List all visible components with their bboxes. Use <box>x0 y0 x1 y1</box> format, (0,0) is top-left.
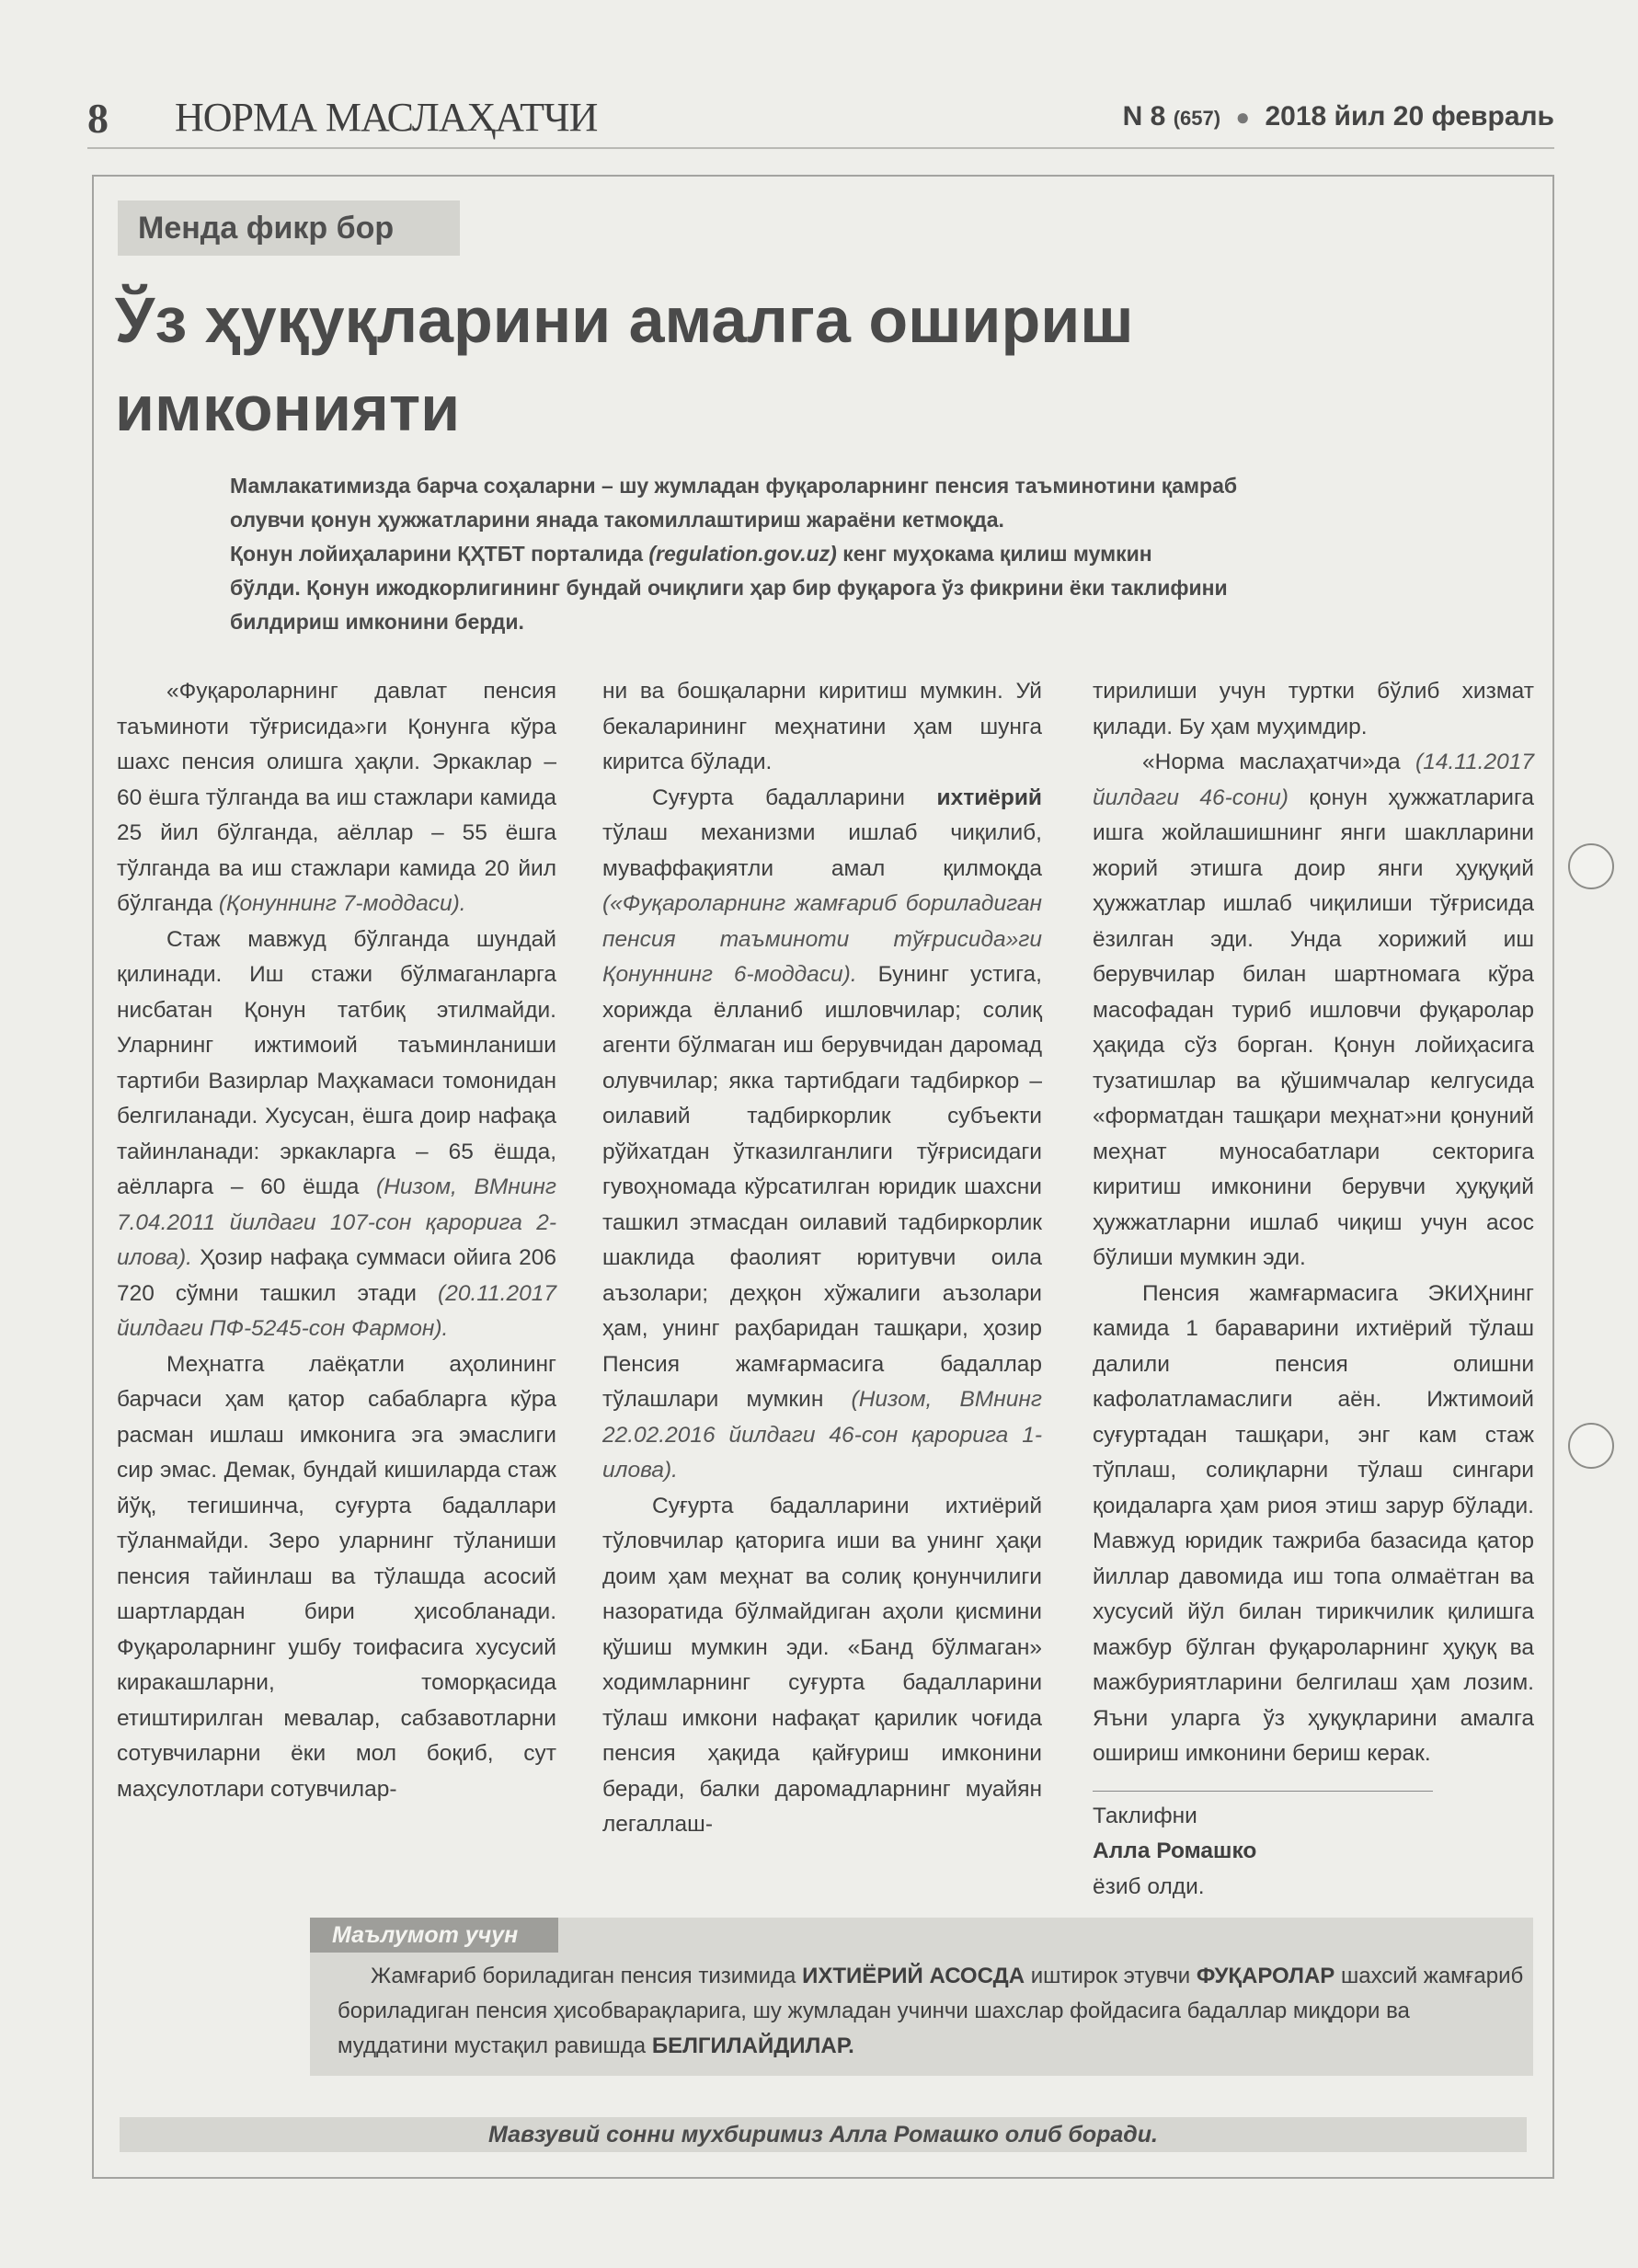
issue-date: 2018 йил 20 февраль <box>1265 101 1554 132</box>
info-box <box>310 1918 1533 2076</box>
lead-text: кенг муҳокама қилиш мумкин <box>836 542 1152 566</box>
column-2 <box>602 674 1042 1843</box>
issue-total: (657) <box>1173 107 1221 130</box>
info-text: Жамғариб бориладиган пенсия тизимида ИХТИЁРИЙ АСОСДА иштирок этувчи ФУҚАРОЛАР шахсий жамғариб бориладиган пенсия ҳисобварақларига, шу жумладан учинчи шахслар фойдасига бадаллар миқдори ва муддатини мустақил равишда БЕЛГИЛАЙДИЛАР. <box>338 1964 1524 2058</box>
lead-line-2: олувчи қонун ҳужжатларини янада такомиллаштириш жараёни кетмоқда. <box>230 508 1004 532</box>
article-lead <box>230 469 1472 639</box>
lead-line-5: билдириш имконини берди. <box>230 610 524 634</box>
issue-number: N 8 <box>1122 101 1166 132</box>
page-header <box>87 92 1554 149</box>
paragraph: Меҳнатга лаёқатли аҳолининг барчаси ҳам қатор сабабларга кўра расман ишлаш имконига эга эмаслиги сир эмас. Демак, бундай кишиларда стаж йўқ, тегишинча, суғурта бадаллари тўланмайди. Зеро уларнинг тўланиши пенсия тайинлаш ва тўлашда асосий шартлардан бири ҳисобланади. Фуқароларнинг ушбу тоифасига хусусий киракашларни, томорқасида етиштирилган мевалар, сабзавотларни сотувчиларни ёки мол боқиб, сут маҳсулотлари сотувчилар- <box>117 1351 556 1802</box>
author-name: Алла Ромашко <box>1093 1838 1257 1863</box>
legal-reference: (20.11.2017 йилдаги ПФ-5245-сон Фармон). <box>117 1280 556 1341</box>
column-3 <box>1093 674 1534 1905</box>
article-headline <box>115 276 1458 452</box>
paragraph: ни ва бошқаларни киритиш мумкин. Уй бекаларининг меҳнатини ҳам шунга киритса бўлади. <box>602 679 1042 774</box>
issue-info <box>1123 101 1554 132</box>
paragraph: «Фуқароларнинг давлат пенсия таъминоти тўғрисида»ги Қонунга кўра шахс пенсия олишга ҳақли. Эркаклар – 60 ёшга тўлганда ва иш стажлари камида 25 йил бўлганда, аёллар – 55 ёшга тўлганда ва иш стажлари камида 20 йил бўлганда (Қонуннинг 7-моддаси). <box>117 679 556 916</box>
paragraph: «Норма маслаҳатчи»да (14.11.2017 йилдаги 46-сони) қонун ҳужжатларига ишга жойлашишнинг янги шаклларини жорий этишга доир янги ҳуқуқий ҳужжатлар ишлаб чиқилиши тўғрисида ёзилган эди. Унда хорижий иш берувчилар билан шартномага кўра масофадан туриб ишловчи фуқаролар ҳақида сўз борган. Қонун лойиҳасига тузатишлар ва қўшимчалар келгусида «форматдан ташқари меҳнат»ни қонуний меҳнат муносабатлари секторига киритиш имконини берувчи ҳуқуқий ҳужжатларни ишлаб чиқиш учун асос бўлиши мумкин эди. <box>1093 750 1534 1270</box>
paragraph: Стаж мавжуд бўлганда шундай қилинади. Иш стажи бўлмаганларга нисбатан Қонун татбиқ этилмайди. Уларнинг ижтимоий таъминланиши тартиби Вазирлар Маҳкамаси томонидан белгиланади. Хусусан, ёшга доир нафақа тайинланади: эркакларга – 65 ёшда, аёлларга – 60 ёшда (Низом, ВМнинг 7.04.2011 йилдаги 107-сон қарорига 2-илова). Ҳозир нафақа суммаси ойига 206 720 сўмни ташкил этади (20.11.2017 йилдаги ПФ-5245-сон Фармон). <box>117 926 556 1341</box>
lead-line-3 <box>230 537 1472 571</box>
headline-line-2: имконияти <box>115 372 461 444</box>
author-signature: Таклифни Алла Ромашко ёзиб олди. <box>1093 1791 1433 1906</box>
lead-line-1: Мамлакатимизда барча соҳаларни – шу жумладан фуқароларнинг пенсия таъминотини қамраб <box>230 474 1238 498</box>
footer-credit: Мавзувий сонни мухбиримиз Алла Ромашко олиб боради. <box>120 2117 1527 2152</box>
paragraph: Суғурта бадалларини ихтиёрий тўлаш механизми ишлаб чиқилиб, муваффақиятли амал қилмоқда («Фуқароларнинг жамғариб бориладиган пенсия таъминоти тўғрисида»ги Қонуннинг 6-моддаси). Бунинг устига, хорижда ёлланиб ишловчилар; солиқ агенти бўлмаган иш берувчидан даромад олувчилар; якка тартибдаги тадбиркор – оилавий тадбиркорлик субъекти рўйхатдан ўтказилганлиги тўғрисидаги гувоҳномада кўрсатилган юридик шахсни ташкил этмасдан оилавий тадбиркорлик шаклида фаолият юритувчи оила аъзолари; деҳқон хўжалиги аъзолари ҳам, унинг раҳбаридан ташқари, ҳозир Пенсия жамғармасига бадаллар тўлашлари мумкин (Низом, ВМнинг 22.02.2016 йилдаги 46-сон қарорига 1-илова). <box>602 785 1042 1483</box>
lead-line-4: бўлди. Қонун ижодкорлигининг бундай очиқлиги ҳар бир фуқарога ўз фикрини ёки таклифини <box>230 576 1228 600</box>
page-number: 8 <box>87 95 109 142</box>
legal-reference: («Фуқароларнинг жамғариб бориладиган пенсия таъминоти тўғрисида»ги Қонуннинг 6-моддаси). <box>602 891 1042 987</box>
legal-reference: (Низом, ВМнинг 7.04.2011 йилдаги 107-сон қарорига 2-илова). <box>117 1174 556 1270</box>
legal-reference: (Низом, ВМнинг 22.02.2016 йилдаги 46-сон қарорига 1-илова). <box>602 1387 1042 1483</box>
legal-reference: (14.11.2017 йилдаги 46-сони) <box>1093 750 1534 810</box>
column-1 <box>117 674 556 1807</box>
legal-reference: (Қонуннинг 7-моддаси). <box>218 891 466 916</box>
rubric-label: Менда фикр бор <box>118 200 460 256</box>
paragraph: тирилиши учун туртки бўлиб хизмат қилади. Бу ҳам муҳимдир. <box>1093 679 1534 739</box>
lead-text: Қонун лойиҳаларини ҚҲТБТ порталида <box>230 542 649 566</box>
paragraph: Суғурта бадалларини ихтиёрий тўловчилар қаторига иши ва унинг ҳақи доим ҳам меҳнат ва солиқ қонунчилиги назоратида бўлмайдиган аҳоли қисмини қўшиш мумкин эди. «Банд бўлмаган» ходимларнинг суғурта бадалларини тўлаш имкони нафақат қарилик чоғида пенсия ҳақида қайғуриш имконини беради, балки даромадларнинг муайян легаллаш- <box>602 1493 1042 1837</box>
newspaper-name: НОРМА МАСЛАҲАТЧИ <box>175 95 598 140</box>
emphasis: ихтиёрий <box>936 785 1042 810</box>
binder-hole-icon <box>1568 1423 1614 1469</box>
paragraph: Пенсия жамғармасига ЭКИҲнинг камида 1 бараварини ихтиёрий тўлаш далили пенсия олишни кафолатламаслиги аён. Ижтимоий суғуртадан ташқари, энг кам стаж тўплаш, солиқларни тўлаш сингари қоидаларга ҳам риоя этиш зарур бўлади. Мавжуд юридик тажриба базасида қатор йиллар давомида иш топа олмаётган ва хусусий йўл билан тирикчилик қилишга мажбур бўлган фуқароларнинг ҳуқуқ ва мажбуриятларини белгилаш ҳам лозим. Яъни уларга ўз ҳуқуқларини амалга ошириш имконини бериш керак. <box>1093 1280 1534 1766</box>
binder-hole-icon <box>1568 843 1614 889</box>
bullet-icon: ● <box>1235 103 1251 131</box>
regulation-link: (regulation.gov.uz) <box>648 542 837 566</box>
info-title: Маълумот учун <box>310 1918 558 1953</box>
headline-line-1: Ўз ҳуқуқларини амалга ошириш <box>115 284 1134 356</box>
